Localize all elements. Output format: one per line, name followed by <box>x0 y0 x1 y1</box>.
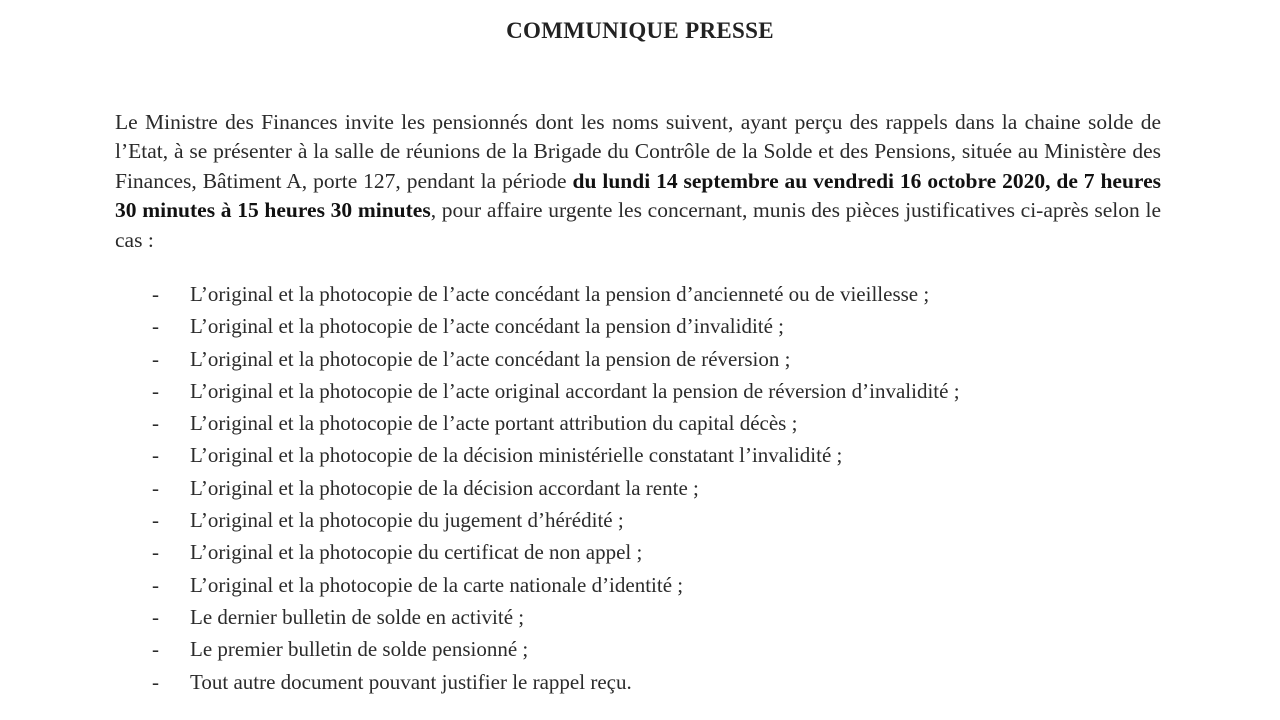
list-bullet: - <box>152 378 159 403</box>
list-item <box>152 310 1182 342</box>
list-item <box>152 601 1182 633</box>
list-bullet: - <box>152 508 159 533</box>
list-item-text: L’original et la photocopie de la décision accordant la rente ; <box>190 475 699 500</box>
list-item-text: L’original et la photocopie de la carte nationale d’identité ; <box>190 572 684 597</box>
list-bullet: - <box>152 282 159 306</box>
list-bullet: - <box>152 540 159 565</box>
list-item-text: Le premier bulletin de solde pensionné ; <box>190 637 529 662</box>
list-bullet: - <box>152 346 159 371</box>
list-item-text: L’original et la photocopie du certificat de non appel ; <box>190 540 643 565</box>
list-item-text: L’original et la photocopie de l’acte original accordant la pension de réversion d’invalidité ; <box>190 378 960 403</box>
intro-text-end: , pour affaire urgente les concernant, munis des pièces justificatives ci-après selon le cas : <box>115 198 1161 252</box>
list-bullet: - <box>152 411 159 436</box>
list-item <box>152 407 1182 439</box>
list-item-text: L’original et la photocopie de l’acte concédant la pension de réversion ; <box>190 346 791 371</box>
intro-text-start: Le Ministre des Finances invite les pensionnés dont les noms suivent, ayant perçu des rappels dans la chaine solde de l’Etat, à se présenter à la salle de réunions de la Brigade du Contrôle de la Solde et des Pensions, située au Ministère des Finances, Bâtiment A, porte 127, pendant la période <box>115 109 1161 193</box>
list-item <box>152 569 1182 601</box>
list-item <box>152 666 1182 698</box>
list-bullet: - <box>152 475 159 500</box>
list-item-text: Le dernier bulletin de solde en activité ; <box>190 604 525 629</box>
list-bullet: - <box>152 604 159 629</box>
list-bullet: - <box>152 572 159 597</box>
list-item-text: Tout autre document pouvant justifier le rappel reçu. <box>190 669 632 694</box>
list-item <box>152 343 1182 375</box>
list-item-text: L’original et la photocopie du jugement d’hérédité ; <box>190 508 624 533</box>
list-bullet: - <box>152 443 159 468</box>
list-item <box>152 536 1182 568</box>
list-bullet: - <box>152 669 159 694</box>
list-item <box>152 472 1182 504</box>
list-item-text: L’original et la photocopie de l’acte concédant la pension d’ancienneté ou de vieillesse ; <box>190 282 930 306</box>
document-title: COMMUNIQUE PRESSE <box>506 18 774 43</box>
list-item-text: L’original et la photocopie de la décision ministérielle constatant l’invalidité ; <box>190 443 843 468</box>
intro-period-bold: du lundi 14 septembre au vendredi 16 octobre 2020, de 7 heures 30 minutes à 15 heures 30 minutes <box>115 168 1161 223</box>
list-bullet: - <box>152 637 159 662</box>
list-item <box>152 278 1182 310</box>
list-item <box>152 439 1182 471</box>
list-item <box>152 633 1182 665</box>
list-item <box>152 375 1182 407</box>
list-item-text: L’original et la photocopie de l’acte portant attribution du capital décès ; <box>190 411 798 436</box>
requirements-list <box>152 278 1182 698</box>
list-item <box>152 504 1182 536</box>
list-item-text: L’original et la photocopie de l’acte concédant la pension d’invalidité ; <box>190 314 785 339</box>
list-bullet: - <box>152 314 159 339</box>
intro-paragraph <box>115 108 1161 256</box>
